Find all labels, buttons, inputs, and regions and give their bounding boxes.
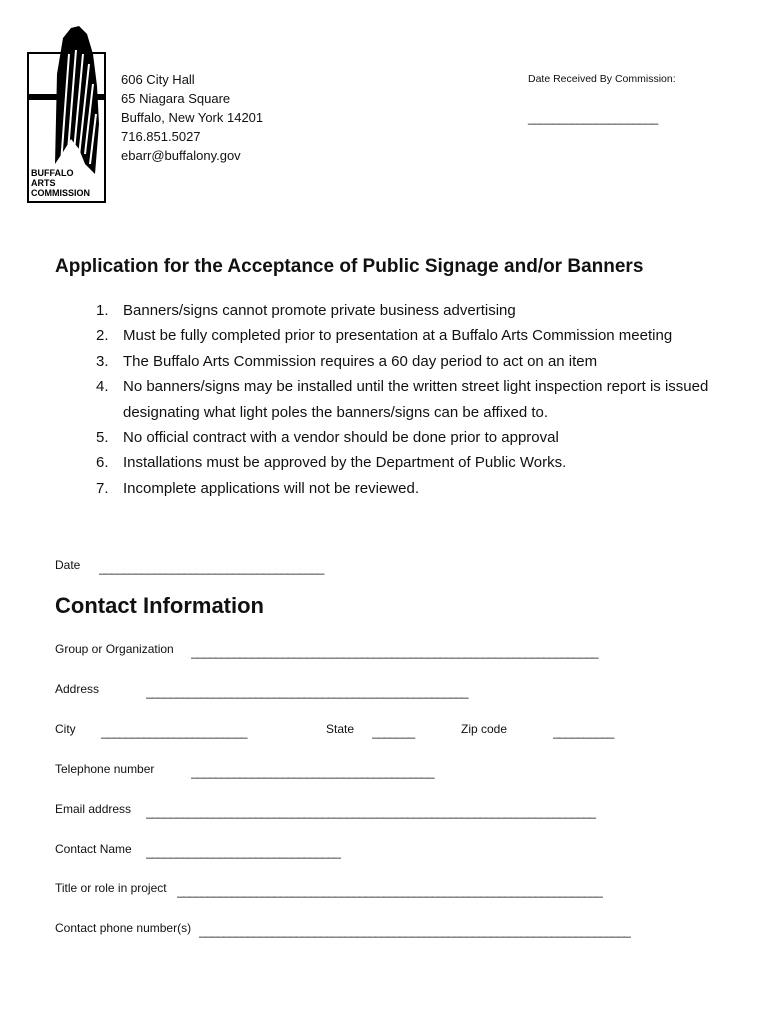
list-number: 1. (96, 302, 109, 319)
list-number: 6. (96, 454, 109, 472)
list-item (96, 425, 728, 450)
group-field[interactable]: ___________________________________________________________________ (191, 645, 598, 659)
phone-line: 716.851.5027 (121, 129, 201, 144)
state-label: State (326, 722, 355, 736)
list-number: 2. (96, 327, 109, 345)
requirements-list (96, 298, 728, 501)
list-text: Incomplete applications will not be reviewed. (123, 479, 419, 497)
contact-heading: Contact Information (55, 593, 264, 618)
group-label: Group or Organization (55, 642, 174, 656)
list-item (96, 298, 728, 323)
zip-field[interactable]: __________ (553, 725, 614, 739)
list-text: Must be fully completed prior to presentation at a Buffalo Arts Commission meeting (123, 327, 673, 345)
list-text: Banners/signs cannot promote private business advertising (123, 302, 516, 319)
date-received-label: Date Received By Commission: (528, 73, 676, 85)
list-item (96, 450, 728, 475)
contact-name-field[interactable]: ________________________________ (146, 845, 341, 859)
contact-phone-field[interactable]: _______________________________________________________________________ (199, 924, 631, 938)
logo-graphic (27, 24, 107, 204)
date-received-line[interactable]: _____________________ (528, 111, 658, 125)
list-item (96, 349, 728, 374)
address-field[interactable]: _____________________________________________________ (146, 685, 468, 699)
address-label: Address (55, 682, 100, 696)
city-label: City (55, 722, 76, 736)
list-number: 5. (96, 429, 109, 447)
list-number: 4. (96, 378, 109, 396)
commission-address (121, 70, 263, 165)
list-item (96, 374, 728, 425)
address-line: Buffalo, New York 14201 (121, 110, 264, 125)
email-line: ebarr@buffalony.gov (121, 148, 241, 163)
state-field[interactable]: _______ (372, 725, 415, 739)
date-row (55, 558, 80, 572)
logo-text-line-3: COMMISSION (31, 188, 91, 198)
title-role-label: Title or role in project (55, 881, 167, 895)
list-number: 7. (96, 479, 109, 497)
telephone-label: Telephone number (55, 762, 155, 776)
email-label: Email address (55, 802, 132, 816)
list-text: No banners/signs may be installed until the written street light inspection report is issued designating what light poles the banners/signs can be affixed to. (123, 378, 709, 421)
list-number: 3. (96, 352, 109, 370)
address-line: 606 City Hall (121, 72, 195, 87)
title-role-field[interactable]: ______________________________________________________________________ (177, 884, 603, 898)
date-field[interactable]: _____________________________________ (99, 561, 324, 575)
address-line: 65 Niagara Square (121, 91, 231, 106)
contact-phone-label: Contact phone number(s) (55, 921, 192, 935)
date-label: Date (55, 558, 81, 572)
logo-text-line-1: BUFFALO (31, 168, 74, 178)
logo-text-line-2: ARTS (31, 178, 56, 188)
list-item (96, 476, 728, 501)
buffalo-arts-commission-logo (27, 24, 107, 204)
contact-name-label: Contact Name (55, 842, 132, 856)
city-field[interactable]: ________________________ (101, 725, 247, 739)
list-text: The Buffalo Arts Commission requires a 60 day period to act on an item (123, 352, 598, 370)
zip-label: Zip code (461, 722, 508, 736)
email-field[interactable]: __________________________________________________________________________ (146, 805, 596, 819)
telephone-field[interactable]: ________________________________________ (191, 765, 434, 779)
list-text: Installations must be approved by the Department of Public Works. (123, 454, 567, 472)
list-text: No official contract with a vendor should be done prior to approval (123, 429, 559, 447)
list-item (96, 323, 728, 348)
page-title: Application for the Acceptance of Public Signage and/or Banners (55, 256, 644, 277)
